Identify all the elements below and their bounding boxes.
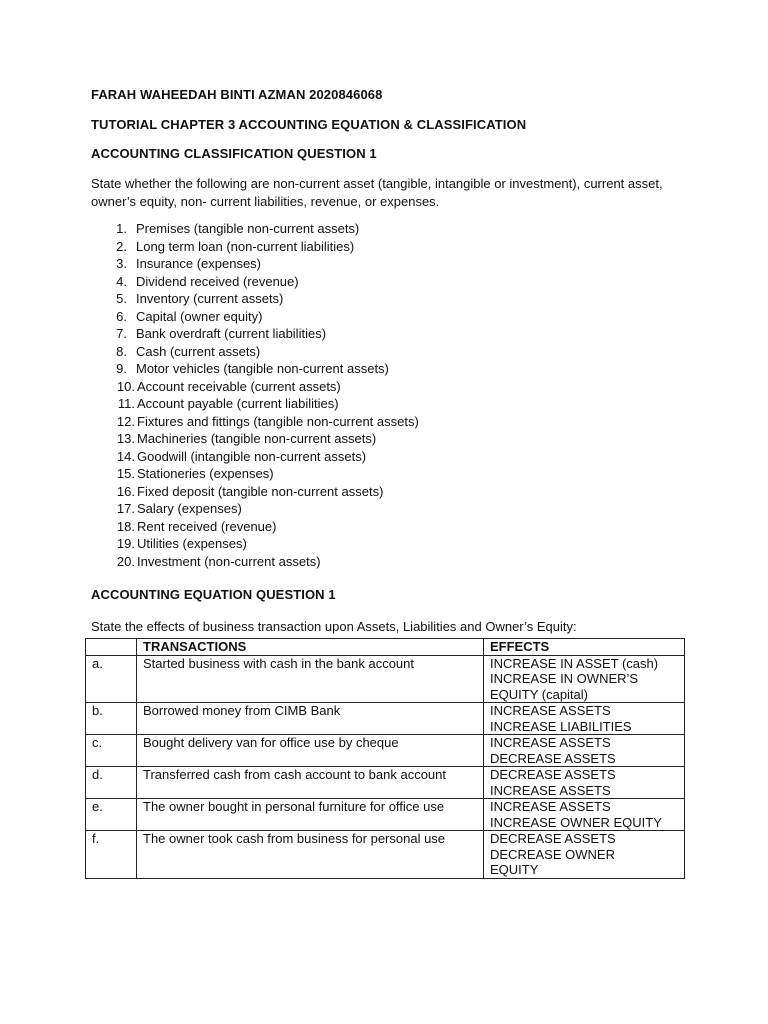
list-item-text: Inventory (current assets) bbox=[136, 291, 284, 306]
effect-line: INCREASE OWNER EQUITY bbox=[490, 814, 662, 830]
list-item-text: Insurance (expenses) bbox=[136, 256, 262, 271]
list-item-number: 18. bbox=[116, 518, 135, 534]
list-item-text: Capital (owner equity) bbox=[136, 308, 263, 324]
table-row bbox=[86, 735, 685, 767]
list-item-number: 8. bbox=[116, 343, 127, 359]
row-label: e. bbox=[86, 799, 137, 831]
list-item-number: 1. bbox=[116, 221, 127, 236]
list-item-text: Fixtures and fittings (tangible non-current assets) bbox=[137, 413, 419, 429]
list-item bbox=[91, 343, 419, 361]
list-item bbox=[91, 465, 419, 483]
list-item bbox=[91, 518, 419, 536]
table-row bbox=[86, 655, 685, 703]
table-row bbox=[86, 767, 685, 799]
table-header-row bbox=[86, 639, 685, 656]
list-item-text: Motor vehicles (tangible non-current assets) bbox=[136, 361, 389, 376]
list-item-text: Stationeries (expenses) bbox=[137, 466, 274, 481]
effects-cell bbox=[484, 735, 685, 767]
transaction-cell: The owner took cash from business for personal use bbox=[137, 831, 484, 879]
list-item-number: 3. bbox=[116, 256, 127, 271]
list-item-text: Long term loan (non-current liabilities) bbox=[136, 238, 355, 254]
effects-cell bbox=[484, 799, 685, 831]
list-item-text: Goodwill (intangible non-current assets) bbox=[137, 448, 367, 464]
list-item-text: Premises (tangible non-current assets) bbox=[136, 221, 360, 236]
list-item bbox=[91, 273, 419, 291]
list-item bbox=[91, 430, 419, 448]
transaction-cell: Borrowed money from CIMB Bank bbox=[137, 703, 484, 735]
header-effects: EFFECTS bbox=[484, 639, 685, 656]
header-transactions: TRANSACTIONS bbox=[137, 639, 484, 656]
effect-line: DECREASE ASSETS bbox=[490, 767, 616, 782]
list-item-number: 7. bbox=[116, 326, 127, 341]
list-item-number: 4. bbox=[116, 273, 127, 289]
list-item-text: Dividend received (revenue) bbox=[136, 273, 299, 289]
effect-line: EQUITY bbox=[490, 862, 539, 877]
row-label: d. bbox=[86, 767, 137, 799]
table-body bbox=[86, 655, 685, 878]
list-item bbox=[91, 290, 419, 308]
row-label: b. bbox=[86, 703, 137, 735]
list-item-number: 13. bbox=[116, 431, 135, 446]
transaction-cell: Transferred cash from cash account to bank account bbox=[137, 767, 484, 799]
transaction-cell: Bought delivery van for office use by cheque bbox=[137, 735, 484, 767]
list-item-number: 9. bbox=[116, 361, 127, 376]
list-item bbox=[91, 395, 419, 413]
list-item bbox=[91, 360, 419, 378]
list-item bbox=[91, 413, 419, 431]
list-item-text: Account receivable (current assets) bbox=[137, 378, 341, 394]
list-item-text: Fixed deposit (tangible non-current assets) bbox=[137, 483, 384, 499]
effect-line: INCREASE ASSETS bbox=[490, 735, 611, 750]
list-item-text: Utilities (expenses) bbox=[137, 536, 247, 551]
list-item-text: Machineries (tangible non-current assets) bbox=[137, 431, 377, 446]
list-item bbox=[91, 500, 419, 518]
equation-instruction: State the effects of business transaction upon Assets, Liabilities and Owner’s Equity: bbox=[91, 619, 577, 634]
row-label: f. bbox=[86, 831, 137, 879]
effects-cell bbox=[484, 831, 685, 879]
list-item-number: 10. bbox=[116, 378, 135, 394]
list-item bbox=[91, 325, 419, 343]
effects-cell bbox=[484, 655, 685, 703]
list-item-number: 5. bbox=[116, 291, 127, 306]
list-item-text: Cash (current assets) bbox=[136, 343, 261, 359]
list-item-text: Bank overdraft (current liabilities) bbox=[136, 326, 327, 341]
list-item-text: Account payable (current liabilities) bbox=[137, 396, 339, 411]
equation-heading: ACCOUNTING EQUATION QUESTION 1 bbox=[91, 587, 336, 602]
effect-line: INCREASE IN OWNER’S bbox=[490, 671, 639, 686]
effects-cell bbox=[484, 767, 685, 799]
list-item-text: Salary (expenses) bbox=[137, 501, 242, 516]
effect-line: DECREASE ASSETS bbox=[490, 750, 616, 766]
table-row bbox=[86, 703, 685, 735]
effect-line: EQUITY (capital) bbox=[490, 686, 589, 702]
effect-line: INCREASE ASSETS bbox=[490, 703, 611, 718]
classification-intro: State whether the following are non-current asset (tangible, intangible or investment), current asset, owner’s equity, non- current liabilities, revenue, or expenses. bbox=[91, 176, 663, 209]
effects-table bbox=[85, 638, 685, 879]
list-item bbox=[91, 308, 419, 326]
effect-line: INCREASE LIABILITIES bbox=[490, 718, 632, 734]
list-item bbox=[91, 448, 419, 466]
list-item bbox=[91, 553, 419, 571]
row-label: a. bbox=[86, 655, 137, 703]
tutorial-title: TUTORIAL CHAPTER 3 ACCOUNTING EQUATION & CLASSIFICATION bbox=[91, 117, 527, 132]
list-item-number: 15. bbox=[116, 466, 135, 481]
list-item-number: 14. bbox=[116, 448, 135, 464]
table-row bbox=[86, 831, 685, 879]
classification-list bbox=[91, 220, 419, 570]
list-item bbox=[91, 483, 419, 501]
list-item-number: 2. bbox=[116, 238, 127, 254]
effect-line: DECREASE ASSETS bbox=[490, 831, 616, 846]
list-item bbox=[91, 535, 419, 553]
list-item-number: 16. bbox=[116, 483, 135, 499]
effect-line: INCREASE IN ASSET (cash) bbox=[490, 655, 659, 671]
student-name-id: FARAH WAHEEDAH BINTI AZMAN 2020846068 bbox=[91, 87, 383, 102]
transaction-cell: The owner bought in personal furniture for office use bbox=[137, 799, 484, 831]
header-label-column bbox=[86, 639, 137, 656]
effect-line: INCREASE ASSETS bbox=[490, 782, 611, 798]
effects-cell bbox=[484, 703, 685, 735]
list-item-number: 20. bbox=[116, 553, 135, 569]
list-item-text: Investment (non-current assets) bbox=[137, 553, 321, 569]
list-item-number: 19. bbox=[116, 536, 135, 551]
list-item-text: Rent received (revenue) bbox=[137, 518, 277, 534]
list-item bbox=[91, 255, 419, 273]
list-item-number: 11. bbox=[117, 396, 135, 411]
list-item bbox=[91, 238, 419, 256]
list-item-number: 6. bbox=[116, 308, 127, 324]
effect-line: INCREASE ASSETS bbox=[490, 799, 611, 814]
row-label: c. bbox=[86, 735, 137, 767]
classification-heading: ACCOUNTING CLASSIFICATION QUESTION 1 bbox=[91, 146, 377, 161]
list-item-number: 12. bbox=[116, 413, 135, 429]
list-item bbox=[91, 378, 419, 396]
table-row bbox=[86, 799, 685, 831]
transaction-cell: Started business with cash in the bank account bbox=[137, 655, 484, 703]
list-item bbox=[91, 220, 419, 238]
effect-line: DECREASE OWNER bbox=[490, 846, 615, 862]
list-item-number: 17. bbox=[116, 501, 135, 516]
